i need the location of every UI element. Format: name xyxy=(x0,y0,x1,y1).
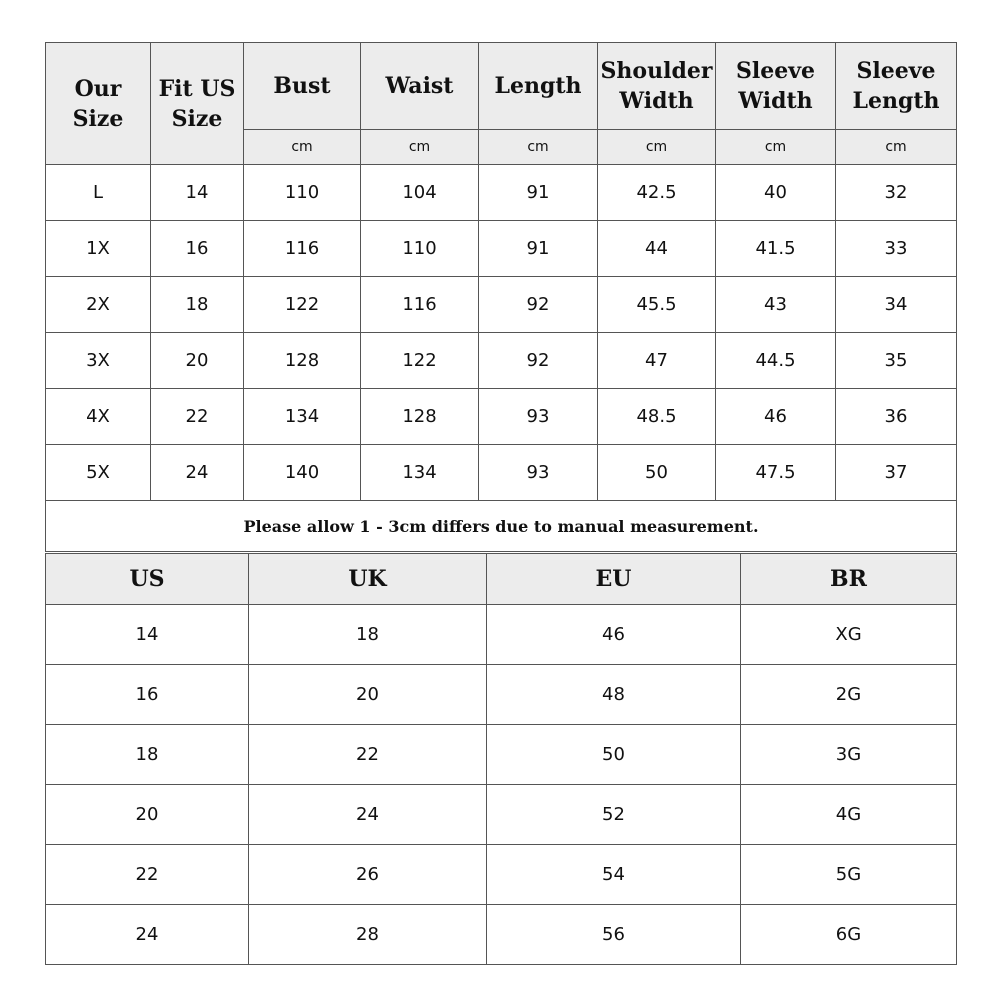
cell: 52 xyxy=(487,785,741,845)
cell: 45.5 xyxy=(598,277,716,333)
cell: 1X xyxy=(46,221,151,277)
cell: 128 xyxy=(244,333,361,389)
cell: 134 xyxy=(244,389,361,445)
cell: 42.5 xyxy=(598,165,716,221)
header-waist: Waist xyxy=(361,43,479,130)
cell: 40 xyxy=(716,165,836,221)
cell: 33 xyxy=(836,221,957,277)
cell: 22 xyxy=(46,845,249,905)
cell: 43 xyxy=(716,277,836,333)
cell: 92 xyxy=(479,333,598,389)
cell: 28 xyxy=(249,905,487,965)
table-row xyxy=(46,389,957,445)
header-uk: UK xyxy=(249,554,487,605)
cell: 4G xyxy=(741,785,957,845)
cell: 2X xyxy=(46,277,151,333)
table-row xyxy=(46,905,957,965)
table-row xyxy=(46,333,957,389)
cell: 48.5 xyxy=(598,389,716,445)
cell: 46 xyxy=(716,389,836,445)
header-sleeve-width: Sleeve Width xyxy=(716,43,836,130)
header-shoulder-width: Shoulder Width xyxy=(598,43,716,130)
cell: 6G xyxy=(741,905,957,965)
cell: XG xyxy=(741,605,957,665)
cell: 5G xyxy=(741,845,957,905)
cell: 104 xyxy=(361,165,479,221)
size-conversion-table xyxy=(45,553,957,965)
table-row xyxy=(46,277,957,333)
cell: 34 xyxy=(836,277,957,333)
cell: 4X xyxy=(46,389,151,445)
table-row xyxy=(46,725,957,785)
cell: 140 xyxy=(244,445,361,501)
header-sleeve-length: Sleeve Length xyxy=(836,43,957,130)
cell: 92 xyxy=(479,277,598,333)
cell: 5X xyxy=(46,445,151,501)
cell: 20 xyxy=(46,785,249,845)
cell: 16 xyxy=(46,665,249,725)
cell: 24 xyxy=(249,785,487,845)
cell: 91 xyxy=(479,165,598,221)
table-row xyxy=(46,165,957,221)
cell: L xyxy=(46,165,151,221)
cell: 110 xyxy=(361,221,479,277)
header-bust: Bust xyxy=(244,43,361,130)
cell: 14 xyxy=(151,165,244,221)
header-us: US xyxy=(46,554,249,605)
cell: 47.5 xyxy=(716,445,836,501)
cell: 14 xyxy=(46,605,249,665)
cell: 122 xyxy=(244,277,361,333)
cell: 122 xyxy=(361,333,479,389)
table-row xyxy=(46,665,957,725)
cell: 91 xyxy=(479,221,598,277)
cell: 56 xyxy=(487,905,741,965)
cell: 93 xyxy=(479,445,598,501)
header-our-size: Our Size xyxy=(46,43,151,165)
cell: 46 xyxy=(487,605,741,665)
cell: 116 xyxy=(244,221,361,277)
cell: 18 xyxy=(249,605,487,665)
table-row xyxy=(46,605,957,665)
cell: 24 xyxy=(46,905,249,965)
table-row xyxy=(46,221,957,277)
cell: 47 xyxy=(598,333,716,389)
cell: 44.5 xyxy=(716,333,836,389)
cell: 48 xyxy=(487,665,741,725)
table-row xyxy=(46,785,957,845)
cell: 32 xyxy=(836,165,957,221)
cell: 110 xyxy=(244,165,361,221)
table-row xyxy=(46,445,957,501)
cell: 37 xyxy=(836,445,957,501)
unit-sleeve-length: cm xyxy=(836,130,957,165)
cell: 44 xyxy=(598,221,716,277)
unit-waist: cm xyxy=(361,130,479,165)
size-chart-table xyxy=(45,42,957,552)
cell: 3X xyxy=(46,333,151,389)
header-eu: EU xyxy=(487,554,741,605)
header-length: Length xyxy=(479,43,598,130)
cell: 16 xyxy=(151,221,244,277)
cell: 2G xyxy=(741,665,957,725)
cell: 36 xyxy=(836,389,957,445)
unit-sleeve-width: cm xyxy=(716,130,836,165)
unit-shoulder-width: cm xyxy=(598,130,716,165)
cell: 24 xyxy=(151,445,244,501)
unit-length: cm xyxy=(479,130,598,165)
cell: 18 xyxy=(46,725,249,785)
cell: 35 xyxy=(836,333,957,389)
cell: 41.5 xyxy=(716,221,836,277)
header-fit-us-size: Fit US Size xyxy=(151,43,244,165)
cell: 128 xyxy=(361,389,479,445)
cell: 50 xyxy=(487,725,741,785)
cell: 3G xyxy=(741,725,957,785)
cell: 50 xyxy=(598,445,716,501)
cell: 26 xyxy=(249,845,487,905)
cell: 93 xyxy=(479,389,598,445)
cell: 22 xyxy=(151,389,244,445)
header-br: BR xyxy=(741,554,957,605)
unit-bust: cm xyxy=(244,130,361,165)
cell: 22 xyxy=(249,725,487,785)
cell: 54 xyxy=(487,845,741,905)
measurement-note: Please allow 1 - 3cm differs due to manual measurement. xyxy=(46,501,957,552)
cell: 18 xyxy=(151,277,244,333)
cell: 20 xyxy=(249,665,487,725)
table-row xyxy=(46,845,957,905)
cell: 116 xyxy=(361,277,479,333)
cell: 134 xyxy=(361,445,479,501)
cell: 20 xyxy=(151,333,244,389)
